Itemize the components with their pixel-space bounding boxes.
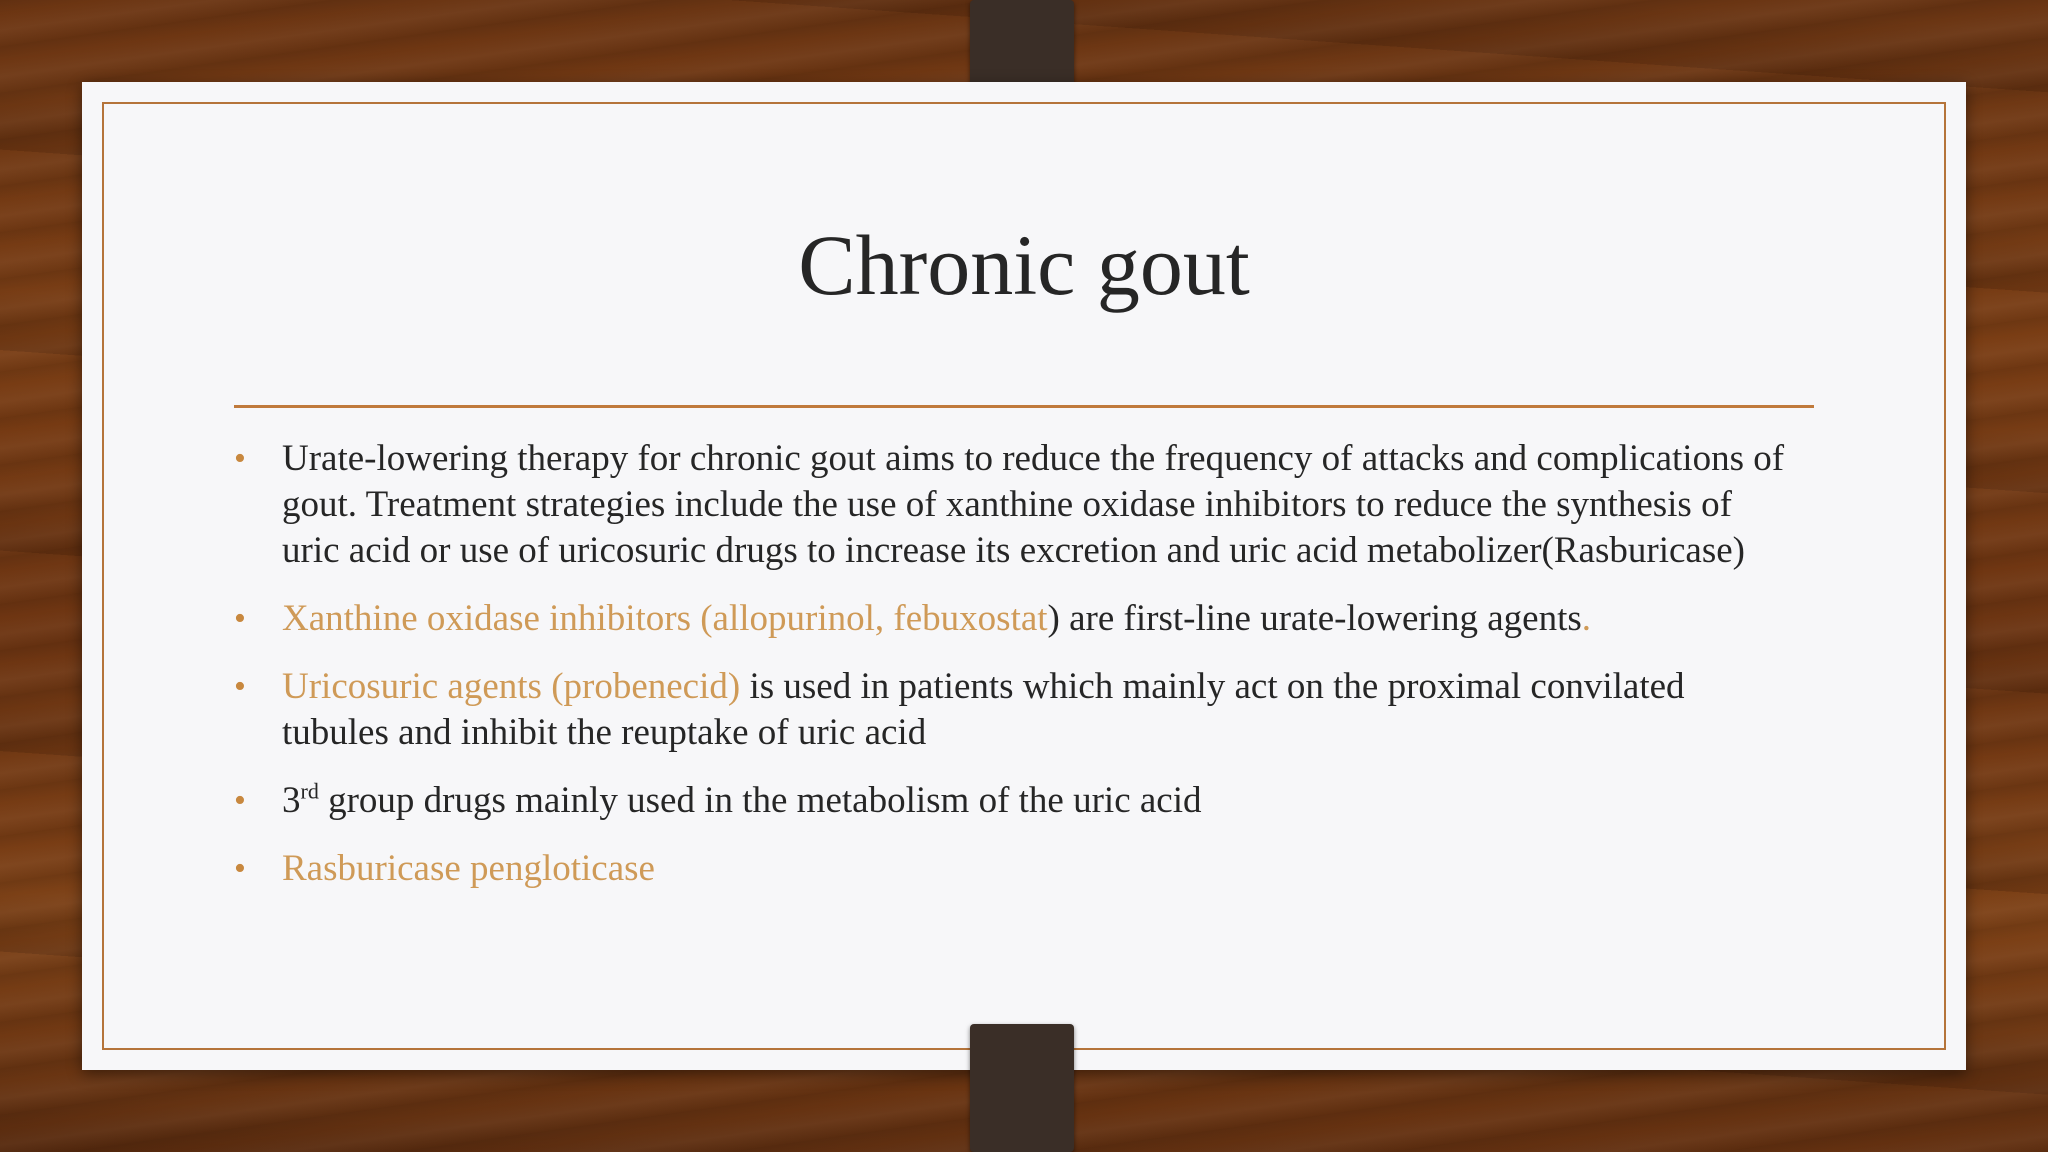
bullet-dot-icon: •	[234, 850, 246, 887]
bullet-item	[232, 846, 1792, 892]
title-divider	[234, 405, 1814, 408]
bullet-dot-icon: •	[234, 440, 246, 477]
bullet-item	[232, 778, 1792, 824]
bullet-item	[232, 596, 1792, 642]
bullet-text: ) are first-line urate-lowering agents	[1047, 598, 1582, 639]
bullet-text: is used in patients which mainly act on the proximal convilated tubules and inhibit the reuptake of uric acid	[282, 666, 1685, 753]
bullet-prefix: 3	[282, 780, 301, 821]
bullet-text: group drugs mainly used in the metabolism of the uric acid	[318, 780, 1202, 821]
bullet-dot-icon: •	[234, 668, 246, 705]
bullet-dot-icon: •	[234, 782, 246, 819]
bullet-accent-text: Xanthine oxidase inhibitors (allopurinol, febuxostat	[282, 598, 1048, 639]
bullet-item	[232, 664, 1792, 756]
bullet-trailing-period: .	[1581, 598, 1592, 639]
bullet-list	[232, 436, 1792, 914]
bullet-accent-text: Uricosuric agents (probenecid)	[282, 666, 741, 707]
slide-title: Chronic gout	[798, 217, 1250, 313]
bullet-superscript: rd	[300, 778, 319, 804]
bullet-item	[232, 436, 1792, 574]
binder-clip-bottom	[970, 1024, 1074, 1152]
bullet-dot-icon: •	[234, 600, 246, 637]
bullet-text: Urate-lowering therapy for chronic gout aims to reduce the frequency of attacks and complications of gout. Treatment strategies include the use of xanthine oxidase inhibitors to reduce the synthesis of uric acid or use of uricosuric drugs to increase its excretion and uric acid metabolizer(Rasburicase)	[282, 438, 1785, 571]
bullet-accent-text: Rasburicase pengloticase	[282, 848, 655, 889]
